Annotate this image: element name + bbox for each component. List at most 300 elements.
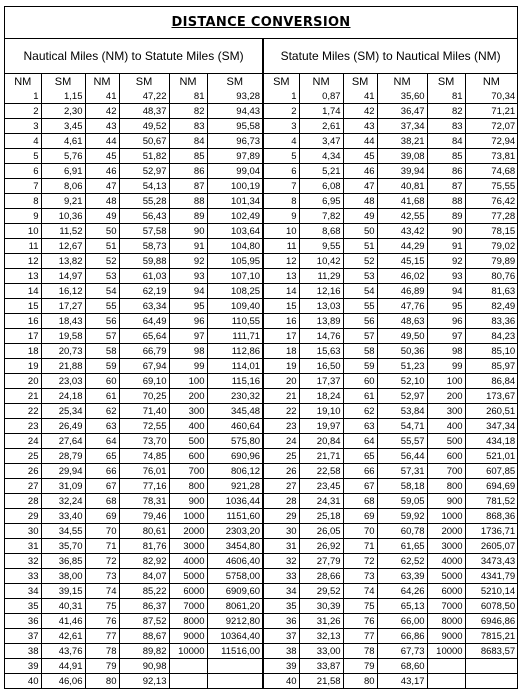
table-cell: 2,30	[41, 104, 85, 119]
table-cell: 32	[263, 554, 299, 569]
table-cell: 781,52	[465, 494, 517, 509]
table-cell: 77	[85, 629, 119, 644]
table-cell: 2000	[169, 524, 207, 539]
table-cell: 14,97	[41, 269, 85, 284]
table-cell: 20,73	[41, 344, 85, 359]
table-cell: 73,70	[119, 434, 169, 449]
table-cell: 24	[5, 434, 41, 449]
table-cell: 72,94	[465, 134, 517, 149]
table-cell: 55	[85, 299, 119, 314]
table-cell: 58	[343, 344, 377, 359]
table-cell: 24,18	[41, 389, 85, 404]
table-cell: 71	[85, 539, 119, 554]
table-cell: 37	[263, 629, 299, 644]
table-cell: 4,34	[299, 149, 343, 164]
table-cell: 76	[343, 614, 377, 629]
conversion-rows	[5, 89, 517, 688]
table-row	[5, 269, 517, 284]
table-cell: 25	[5, 449, 41, 464]
table-cell: 43,76	[41, 644, 85, 659]
table-cell: 40	[263, 674, 299, 689]
table-cell: 55,57	[377, 434, 427, 449]
table-cell: 72,07	[465, 119, 517, 134]
table-cell: 83	[427, 119, 465, 134]
table-cell: 16	[263, 314, 299, 329]
table-cell: 88	[169, 194, 207, 209]
table-cell: 18,43	[41, 314, 85, 329]
table-cell: 6,91	[41, 164, 85, 179]
table-cell: 80	[343, 674, 377, 689]
table-cell: 75	[85, 599, 119, 614]
table-cell: 1000	[427, 509, 465, 524]
table-row	[5, 194, 517, 209]
table-cell: 109,40	[207, 299, 263, 314]
column-header-row	[5, 74, 517, 90]
table-cell: 101,34	[207, 194, 263, 209]
table-cell: 8,06	[41, 179, 85, 194]
column-header: NM	[169, 74, 207, 90]
table-row	[5, 299, 517, 314]
table-cell: 3000	[169, 539, 207, 554]
column-header: NM	[5, 74, 41, 90]
table-cell: 96	[169, 314, 207, 329]
table-cell: 54,13	[119, 179, 169, 194]
table-cell: 78,15	[465, 224, 517, 239]
table-cell: 6078,50	[465, 599, 517, 614]
table-cell: 41	[343, 89, 377, 104]
table-cell: 23	[5, 419, 41, 434]
table-cell: 81	[427, 89, 465, 104]
table-cell: 38,21	[377, 134, 427, 149]
table-cell: 62,52	[377, 554, 427, 569]
table-cell: 51,82	[119, 149, 169, 164]
table-cell: 7	[263, 179, 299, 194]
table-cell: 76	[85, 614, 119, 629]
table-cell: 63,34	[119, 299, 169, 314]
table-cell: 94	[169, 284, 207, 299]
table-cell: 9212,80	[207, 614, 263, 629]
table-cell: 65,64	[119, 329, 169, 344]
table-cell: 12	[263, 254, 299, 269]
table-cell: 85	[427, 149, 465, 164]
table-cell: 71	[343, 539, 377, 554]
table-cell: 8	[5, 194, 41, 209]
table-cell: 84,23	[465, 329, 517, 344]
table-cell: 17	[263, 329, 299, 344]
table-cell: 39	[263, 659, 299, 674]
table-cell: 9000	[427, 629, 465, 644]
table-cell: 59,92	[377, 509, 427, 524]
table-cell: 16,50	[299, 359, 343, 374]
table-cell: 17,27	[41, 299, 85, 314]
table-cell: 8683,57	[465, 644, 517, 659]
table-cell: 98	[427, 344, 465, 359]
column-header: NM	[85, 74, 119, 90]
table-cell: 66	[85, 464, 119, 479]
table-row	[5, 134, 517, 149]
table-cell: 17	[5, 329, 41, 344]
table-cell: 40,81	[377, 179, 427, 194]
table-cell: 63,39	[377, 569, 427, 584]
table-cell: 14	[263, 284, 299, 299]
table-cell: 4000	[169, 554, 207, 569]
table-cell: 66	[343, 464, 377, 479]
nm-to-sm-heading: Nautical Miles (NM) to Statute Miles (SM)	[5, 39, 263, 74]
table-cell: 84	[169, 134, 207, 149]
table-cell: 13	[263, 269, 299, 284]
table-cell: 82,92	[119, 554, 169, 569]
table-row	[5, 419, 517, 434]
table-cell: 49	[85, 209, 119, 224]
table-cell: 50	[85, 224, 119, 239]
table-cell: 18	[263, 344, 299, 359]
table-cell: 9,55	[299, 239, 343, 254]
table-row	[5, 389, 517, 404]
table-cell: 60,78	[377, 524, 427, 539]
table-cell: 3	[263, 119, 299, 134]
table-cell: 12	[5, 254, 41, 269]
table-cell: 28,66	[299, 569, 343, 584]
table-cell: 44,91	[41, 659, 85, 674]
table-cell	[169, 674, 207, 689]
table-cell: 40,31	[41, 599, 85, 614]
table-cell: 0,87	[299, 89, 343, 104]
sm-to-nm-heading: Statute Miles (SM) to Nautical Miles (NM)	[263, 39, 517, 74]
table-cell: 79,02	[465, 239, 517, 254]
table-cell: 25,34	[41, 404, 85, 419]
table-cell: 5000	[169, 569, 207, 584]
table-cell: 33,00	[299, 644, 343, 659]
table-cell: 72	[343, 554, 377, 569]
table-cell: 45,15	[377, 254, 427, 269]
table-cell: 75	[343, 599, 377, 614]
table-cell: 900	[427, 494, 465, 509]
table-cell: 3	[5, 119, 41, 134]
table-cell: 800	[427, 479, 465, 494]
table-cell: 27,79	[299, 554, 343, 569]
table-cell: 49,50	[377, 329, 427, 344]
table-cell: 63	[343, 419, 377, 434]
table-row	[5, 449, 517, 464]
table-cell: 5	[263, 149, 299, 164]
table-cell: 85,22	[119, 584, 169, 599]
table-cell: 28	[5, 494, 41, 509]
table-cell: 400	[427, 419, 465, 434]
table-cell: 5210,14	[465, 584, 517, 599]
table-cell: 50	[343, 224, 377, 239]
table-cell: 67	[85, 479, 119, 494]
table-cell: 921,28	[207, 479, 263, 494]
table-cell: 62,19	[119, 284, 169, 299]
table-cell: 65	[343, 449, 377, 464]
table-cell: 11516,00	[207, 644, 263, 659]
table-cell: 27	[5, 479, 41, 494]
table-row	[5, 374, 517, 389]
table-cell: 85,10	[465, 344, 517, 359]
table-cell: 4	[263, 134, 299, 149]
table-cell: 33,40	[41, 509, 85, 524]
table-cell: 45	[343, 149, 377, 164]
table-cell: 53	[343, 269, 377, 284]
table-cell: 93	[169, 269, 207, 284]
table-cell: 47,76	[377, 299, 427, 314]
table-cell: 60	[85, 374, 119, 389]
table-cell: 27	[263, 479, 299, 494]
table-cell: 900	[169, 494, 207, 509]
table-cell: 41,46	[41, 614, 85, 629]
table-row	[5, 569, 517, 584]
table-cell: 700	[427, 464, 465, 479]
table-cell: 21	[5, 389, 41, 404]
table-cell: 89	[427, 209, 465, 224]
table-cell: 46,89	[377, 284, 427, 299]
table-cell: 14,76	[299, 329, 343, 344]
table-cell: 23	[263, 419, 299, 434]
table-cell: 87	[169, 179, 207, 194]
table-cell: 43	[343, 119, 377, 134]
table-cell: 90	[427, 224, 465, 239]
table-cell: 400	[169, 419, 207, 434]
table-cell	[465, 659, 517, 674]
table-cell: 97	[427, 329, 465, 344]
table-cell: 54	[343, 284, 377, 299]
table-cell: 56,44	[377, 449, 427, 464]
table-cell: 35,70	[41, 539, 85, 554]
table-cell: 58,73	[119, 239, 169, 254]
table-cell: 46,02	[377, 269, 427, 284]
table-cell: 4606,40	[207, 554, 263, 569]
table-cell: 30	[5, 524, 41, 539]
table-cell: 88	[427, 194, 465, 209]
table-cell: 6000	[427, 584, 465, 599]
table-row	[5, 539, 517, 554]
table-cell: 7	[5, 179, 41, 194]
table-cell: 500	[427, 434, 465, 449]
table-row	[5, 164, 517, 179]
table-row	[5, 464, 517, 479]
table-cell: 38	[5, 644, 41, 659]
table-cell: 84	[427, 134, 465, 149]
table-cell: 3,47	[299, 134, 343, 149]
table-row	[5, 659, 517, 674]
table-cell: 77,16	[119, 479, 169, 494]
table-cell: 92	[427, 254, 465, 269]
table-cell: 18,24	[299, 389, 343, 404]
table-cell: 81	[169, 89, 207, 104]
table-cell: 48,63	[377, 314, 427, 329]
table-cell: 102,49	[207, 209, 263, 224]
table-cell: 8000	[427, 614, 465, 629]
table-cell: 86,37	[119, 599, 169, 614]
table-cell: 49	[343, 209, 377, 224]
table-cell: 29	[5, 509, 41, 524]
table-cell: 105,95	[207, 254, 263, 269]
table-cell: 10	[5, 224, 41, 239]
table-cell: 32	[5, 554, 41, 569]
table-cell: 33,87	[299, 659, 343, 674]
table-cell: 33	[5, 569, 41, 584]
table-cell: 10364,40	[207, 629, 263, 644]
table-cell: 107,10	[207, 269, 263, 284]
table-cell: 44,29	[377, 239, 427, 254]
table-cell: 38,00	[41, 569, 85, 584]
table-cell	[207, 659, 263, 674]
table-row	[5, 404, 517, 419]
table-cell: 71,21	[465, 104, 517, 119]
table-row	[5, 224, 517, 239]
table-cell: 48	[343, 194, 377, 209]
table-cell: 89	[169, 209, 207, 224]
table-cell: 15,63	[299, 344, 343, 359]
table-row	[5, 434, 517, 449]
table-cell: 9000	[169, 629, 207, 644]
table-cell: 26	[263, 464, 299, 479]
table-cell: 77,28	[465, 209, 517, 224]
table-cell: 103,64	[207, 224, 263, 239]
table-row	[5, 674, 517, 689]
table-cell: 34	[263, 584, 299, 599]
table-cell: 1,74	[299, 104, 343, 119]
table-cell: 57	[85, 329, 119, 344]
table-cell: 86	[169, 164, 207, 179]
table-cell: 11	[263, 239, 299, 254]
table-row	[5, 314, 517, 329]
table-cell: 69,10	[119, 374, 169, 389]
table-cell: 37	[5, 629, 41, 644]
table-cell: 100	[427, 374, 465, 389]
table-cell: 80,61	[119, 524, 169, 539]
table-cell: 34,55	[41, 524, 85, 539]
table-cell: 25,18	[299, 509, 343, 524]
table-cell: 5,76	[41, 149, 85, 164]
table-cell: 1,15	[41, 89, 85, 104]
table-cell: 59,05	[377, 494, 427, 509]
table-cell: 28	[263, 494, 299, 509]
table-cell: 2	[263, 104, 299, 119]
table-cell: 24,31	[299, 494, 343, 509]
table-row	[5, 599, 517, 614]
table-cell: 70,25	[119, 389, 169, 404]
table-cell: 10000	[427, 644, 465, 659]
table-cell: 46	[85, 164, 119, 179]
table-cell: 23,03	[41, 374, 85, 389]
table-cell: 575,80	[207, 434, 263, 449]
table-cell: 29	[263, 509, 299, 524]
table-cell: 79	[85, 659, 119, 674]
table-cell: 12,67	[41, 239, 85, 254]
table-cell: 10	[263, 224, 299, 239]
table-cell: 260,51	[465, 404, 517, 419]
table-row	[5, 509, 517, 524]
table-cell: 111,71	[207, 329, 263, 344]
table-row	[5, 119, 517, 134]
table-cell: 87,52	[119, 614, 169, 629]
table-cell: 43,17	[377, 674, 427, 689]
table-cell: 42,61	[41, 629, 85, 644]
table-cell: 16,12	[41, 284, 85, 299]
table-cell: 95	[427, 299, 465, 314]
table-cell: 3,45	[41, 119, 85, 134]
table-cell: 73	[85, 569, 119, 584]
table-cell: 13,82	[41, 254, 85, 269]
column-header: SM	[343, 74, 377, 90]
table-cell: 15	[263, 299, 299, 314]
table-cell: 93	[427, 269, 465, 284]
table-cell: 37,34	[377, 119, 427, 134]
table-cell: 51	[85, 239, 119, 254]
table-cell: 41	[85, 89, 119, 104]
table-cell: 26,49	[41, 419, 85, 434]
table-cell: 51,23	[377, 359, 427, 374]
table-cell: 62	[343, 404, 377, 419]
table-cell: 72	[85, 554, 119, 569]
table-cell: 7,82	[299, 209, 343, 224]
table-cell: 230,32	[207, 389, 263, 404]
table-cell: 39	[5, 659, 41, 674]
table-cell: 90,98	[119, 659, 169, 674]
table-cell: 19,97	[299, 419, 343, 434]
table-cell: 4341,79	[465, 569, 517, 584]
table-cell: 19,10	[299, 404, 343, 419]
table-cell: 300	[427, 404, 465, 419]
table-cell: 54	[85, 284, 119, 299]
table-cell: 65,13	[377, 599, 427, 614]
table-cell: 14	[5, 284, 41, 299]
table-cell: 26	[5, 464, 41, 479]
table-cell: 85,97	[465, 359, 517, 374]
table-cell: 51	[343, 239, 377, 254]
table-cell: 500	[169, 434, 207, 449]
table-cell: 31	[5, 539, 41, 554]
table-cell: 80,76	[465, 269, 517, 284]
column-header: SM	[207, 74, 263, 90]
table-cell: 42,55	[377, 209, 427, 224]
table-cell: 81,76	[119, 539, 169, 554]
table-cell: 9	[5, 209, 41, 224]
table-cell: 5	[5, 149, 41, 164]
table-cell: 92,13	[119, 674, 169, 689]
table-cell: 39,15	[41, 584, 85, 599]
table-cell: 57	[343, 329, 377, 344]
table-row	[5, 584, 517, 599]
table-cell: 70,34	[465, 89, 517, 104]
table-cell: 38	[263, 644, 299, 659]
column-header: NM	[299, 74, 343, 90]
table-cell: 1	[5, 89, 41, 104]
table-cell: 55	[343, 299, 377, 314]
table-cell: 35	[5, 599, 41, 614]
table-cell: 56,43	[119, 209, 169, 224]
table-cell: 74	[343, 584, 377, 599]
table-cell: 76,01	[119, 464, 169, 479]
table-cell: 19,58	[41, 329, 85, 344]
table-cell: 49,52	[119, 119, 169, 134]
column-header: SM	[263, 74, 299, 90]
table-cell: 30,39	[299, 599, 343, 614]
table-cell: 40	[5, 674, 41, 689]
table-cell: 54,71	[377, 419, 427, 434]
table-cell: 46	[343, 164, 377, 179]
table-cell: 8061,20	[207, 599, 263, 614]
table-cell: 86,84	[465, 374, 517, 389]
table-cell: 78	[85, 644, 119, 659]
table-cell: 61	[343, 389, 377, 404]
table-cell: 50,67	[119, 134, 169, 149]
table-row	[5, 284, 517, 299]
table-cell: 39,08	[377, 149, 427, 164]
table-row	[5, 554, 517, 569]
table-cell: 52	[85, 254, 119, 269]
